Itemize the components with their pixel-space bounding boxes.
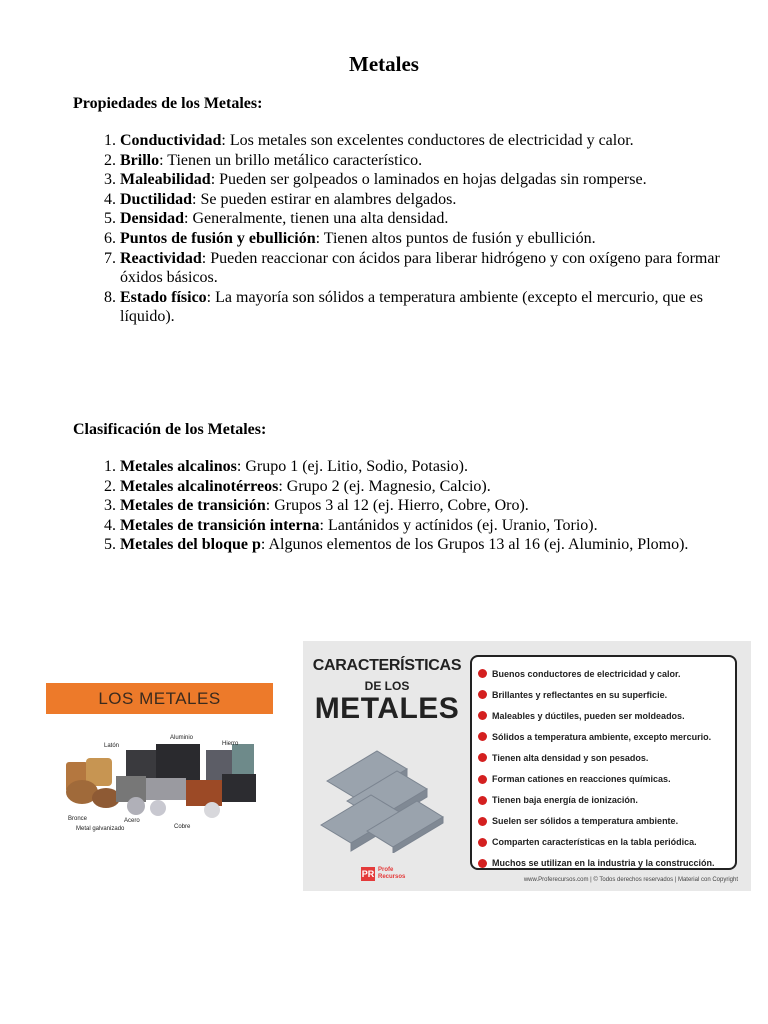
label-laton: Latón xyxy=(104,743,120,749)
logo-mark: PR xyxy=(361,869,375,879)
characteristic-text: Buenos conductores de electricidad y calor. xyxy=(492,668,681,679)
characteristic-text: Forman cationes en reacciones químicas. xyxy=(492,774,671,785)
list-item xyxy=(120,457,730,477)
characteristic-item xyxy=(478,684,731,705)
list-item-term: Reactividad xyxy=(120,249,202,267)
list-item-text: : Lantánidos y actínidos (ej. Uranio, Torio). xyxy=(319,516,598,534)
bullet-dot-icon xyxy=(478,817,487,826)
galvanized-piece xyxy=(127,797,145,815)
list-item-term: Metales de transición xyxy=(120,497,266,515)
list-item-term: Estado físico xyxy=(120,288,207,306)
characteristic-text: Tienen baja energía de ionización. xyxy=(492,795,638,806)
label-galvanizado: Metal galvanizado xyxy=(76,826,125,832)
characteristic-item xyxy=(478,768,731,789)
list-item-term: Metales del bloque p xyxy=(120,536,261,554)
infographic-title-line3: METALES xyxy=(314,692,460,725)
dark-piece xyxy=(222,774,256,802)
list-item xyxy=(120,229,730,249)
characteristic-item xyxy=(478,853,731,874)
bullet-dot-icon xyxy=(478,690,487,699)
logo-line2: Recursos xyxy=(378,874,406,880)
list-item-text: : Tienen un brillo metálico característico. xyxy=(159,151,423,169)
label-aluminio: Aluminio xyxy=(170,735,194,741)
list-item xyxy=(120,535,730,555)
aluminio-piece xyxy=(156,744,200,780)
characteristic-text: Comparten características en la tabla periódica. xyxy=(492,837,697,848)
steel-beams-illustration xyxy=(317,741,447,853)
list-item xyxy=(120,151,730,171)
list-item xyxy=(120,190,730,210)
bullet-dot-icon xyxy=(478,796,487,805)
characteristic-text: Brillantes y reflectantes en su superficie. xyxy=(492,689,668,700)
list-item-text: : Algunos elementos de los Grupos 13 al 16 (ej. Aluminio, Plomo). xyxy=(260,536,689,554)
characteristic-text: Sólidos a temperatura ambiente, excepto mercurio. xyxy=(492,731,712,742)
list-item xyxy=(120,496,730,516)
logo-line1: Profe xyxy=(378,867,394,873)
characteristic-item xyxy=(478,726,731,747)
list-item-term: Metales de transición interna xyxy=(120,516,320,534)
list-item-text: : Pueden ser golpeados o laminados en hojas delgadas sin romperse. xyxy=(210,171,647,189)
section-heading-properties: Propiedades de los Metales: xyxy=(73,95,263,112)
list-item-text: : La mayoría son sólidos a temperatura ambiente (excepto el mercurio, que es líquido). xyxy=(120,288,703,326)
characteristic-text: Muchos se utilizan en la industria y la construcción. xyxy=(492,858,715,869)
list-item-text: : Grupo 2 (ej. Magnesio, Calcio). xyxy=(278,477,491,495)
bullet-dot-icon xyxy=(478,732,487,741)
list-item-text: : Se pueden estirar en alambres delgados. xyxy=(192,190,457,208)
list-item-term: Maleabilidad xyxy=(120,171,211,189)
list-item-term: Puntos de fusión y ebullición xyxy=(120,229,316,247)
aluminio-piece xyxy=(126,750,158,780)
list-item-term: Densidad xyxy=(120,210,185,228)
characteristic-item xyxy=(478,811,731,832)
list-item-text: : Pueden reaccionar con ácidos para liberar hidrógeno y con oxígeno para formar óxidos básicos. xyxy=(120,249,720,287)
infographic-footer: www.Proferecursos.com | © Todos derechos reservados | Material con Copyright xyxy=(523,877,738,883)
list-item-term: Metales alcalinotérreos xyxy=(120,477,279,495)
metals-photo-image xyxy=(46,683,273,849)
label-bronce: Bronce xyxy=(68,816,88,822)
characteristic-text: Suelen ser sólidos a temperatura ambiente. xyxy=(492,816,679,827)
characteristic-item xyxy=(478,832,731,853)
list-item-term: Conductividad xyxy=(120,132,222,149)
list-item-text: : Generalmente, tienen una alta densidad. xyxy=(184,210,449,228)
list-item-text: : Tienen altos puntos de fusión y ebullición. xyxy=(315,229,596,247)
characteristic-text: Maleables y dúctiles, pueden ser moldeados. xyxy=(492,710,685,721)
silver-piece xyxy=(204,802,220,818)
hierro-piece xyxy=(232,744,254,774)
infographic-title-line2: DE LOS xyxy=(364,679,410,693)
characteristic-item xyxy=(478,747,731,768)
label-hierro: Hierro xyxy=(222,741,239,747)
list-item-term: Ductilidad xyxy=(120,190,193,208)
page-title: Metales xyxy=(349,52,419,76)
acero-piece xyxy=(146,778,186,800)
list-item xyxy=(120,209,730,229)
characteristic-item xyxy=(478,705,731,726)
characteristic-item xyxy=(478,663,731,684)
characteristics-infographic xyxy=(303,641,751,891)
bullet-dot-icon xyxy=(478,859,487,868)
metals-photo-banner: LOS METALES xyxy=(46,683,273,714)
section-heading-classification: Clasificación de los Metales: xyxy=(73,421,267,438)
cobre-piece xyxy=(186,780,222,806)
bullet-dot-icon xyxy=(478,775,487,784)
classification-list xyxy=(73,457,730,555)
bronze-piece xyxy=(92,788,120,808)
characteristic-item xyxy=(478,790,731,811)
galvanized-piece xyxy=(150,800,166,816)
list-item xyxy=(120,288,730,327)
list-item xyxy=(120,516,730,536)
bullet-dot-icon xyxy=(478,711,487,720)
properties-list xyxy=(73,131,730,327)
characteristic-text: Tienen alta densidad y son pesados. xyxy=(492,752,649,763)
list-item-text: : Grupo 1 (ej. Litio, Sodio, Potasio). xyxy=(236,458,468,475)
list-item-text: : Los metales son excelentes conductores de electricidad y calor. xyxy=(221,132,634,149)
metal-samples-illustration xyxy=(46,714,273,849)
list-item-text: : Grupos 3 al 12 (ej. Hierro, Cobre, Oro). xyxy=(265,497,529,515)
acero-piece xyxy=(116,776,146,802)
list-item-term: Brillo xyxy=(120,151,160,169)
characteristics-list xyxy=(470,655,737,870)
label-acero: Acero xyxy=(124,818,140,824)
list-item xyxy=(120,131,730,151)
label-cobre: Cobre xyxy=(174,824,191,830)
list-item xyxy=(120,477,730,497)
bullet-dot-icon xyxy=(478,753,487,762)
profe-recursos-logo xyxy=(361,867,405,881)
infographic-title-line1: CARACTERÍSTICAS xyxy=(312,657,462,674)
list-item xyxy=(120,170,730,190)
bullet-dot-icon xyxy=(478,838,487,847)
list-item-term: Metales alcalinos xyxy=(120,458,237,475)
bullet-dot-icon xyxy=(478,669,487,678)
list-item xyxy=(120,249,730,288)
